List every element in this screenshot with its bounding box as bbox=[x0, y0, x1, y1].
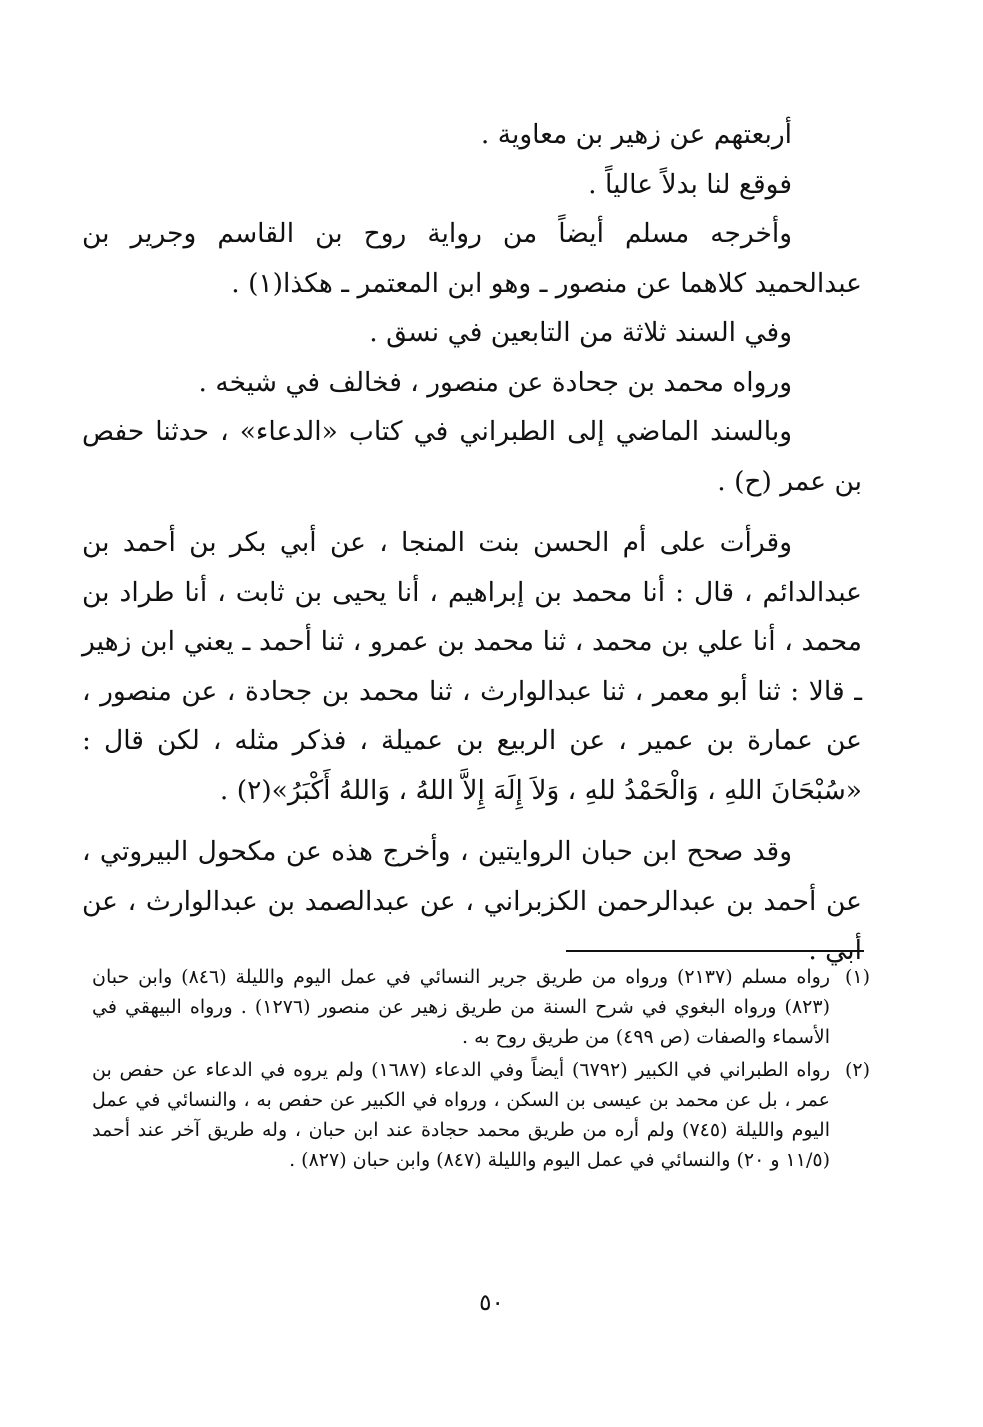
footnotes bbox=[92, 960, 870, 1175]
paragraph-7: وقرأت على أم الحسن بنت المنجا ، عن أبي بكر بن أحمد بن عبدالدائم ، قال : أنا محمد بن إبراهيم ، أنا يحيى بن ثابت ، أنا طراد بن محمد ، أنا علي بن محمد ، ثنا محمد بن عمرو ، ثنا أحمد ـ يعني ابن زهير ـ قالا : ثنا أبو معمر ، ثنا عبدالوارث ، ثنا محمد بن جحادة ، عن منصور ، عن عمارة بن عمير ، عن الربيع بن عميلة ، فذكر مثله ، لكن قال : «سُبْحَانَ اللهِ ، وَالْحَمْدُ للهِ ، وَلاَ إِلَهَ إِلاَّ اللهُ ، وَاللهُ أَكْبَرُ»(٢) . bbox=[82, 527, 862, 806]
paragraph-6: وبالسند الماضي إلى الطبراني في كتاب «الدعاء» ، حدثنا حفص بن عمر (ح) . bbox=[82, 416, 862, 497]
paragraph-4: وفي السند ثلاثة من التابعين في نسق . bbox=[369, 317, 792, 348]
footnote-number: (١) bbox=[844, 966, 870, 988]
paragraph-3: وأخرجه مسلم أيضاً من رواية روح بن القاسم وجرير بن عبدالحميد كلاهما عن منصور ـ وهو ابن المعتمر ـ هكذا(١) . bbox=[82, 218, 862, 299]
paragraph-1: أربعتهم عن زهير بن معاوية . bbox=[480, 119, 792, 150]
paragraph-5: ورواه محمد بن جحادة عن منصور ، فخالف في شيخه . bbox=[198, 366, 792, 398]
paragraph-8: وقد صحح ابن حبان الروايتين ، وأخرج هذه عن مكحول البيروتي ، عن أحمد بن عبدالرحمن الكزبراني ، عن عبدالصمد بن عبدالوارث ، عن أبي . bbox=[82, 836, 862, 966]
footnote-2 bbox=[92, 1055, 870, 1176]
footnote-text: رواه مسلم (٢١٣٧) ورواه من طريق جرير النسائي في عمل اليوم والليلة (٨٤٦) وابن حبان (٨٢٣) ورواه البغوي في شرح السنة من طريق زهير عن منصور (١٢٧٦) . ورواه البيهقي في الأسماء والصفات (ص ٤٩٩) من طريق روح به . bbox=[92, 966, 831, 1049]
page-number: ٥٠ bbox=[479, 1290, 504, 1316]
main-text bbox=[82, 110, 862, 976]
footnote-text: رواه الطبراني في الكبير (٦٧٩٢) أيضاً وفي الدعاء (١٦٨٧) ولم يروه في الدعاء عن حفص بن عمر ، بل عن محمد بن عيسى بن السكن ، ورواه في الكبير عن حفص به ، والنسائي في عمل اليوم والليلة (٧٤٥) ولم أره من طريق محمد حجادة عند ابن حبان ، وله طريق آخر عند أحمد (١١/٥ و ٢٠) والنسائي في عمل اليوم والليلة (٨٤٧) وابن حبان (٨٢٧) . bbox=[92, 1058, 831, 1172]
footnote-divider bbox=[566, 950, 864, 952]
footnote-1 bbox=[92, 962, 870, 1053]
paragraph-2: فوقع لنا بدلاً عالياً . bbox=[588, 168, 792, 200]
footnote-number: (٢) bbox=[844, 1058, 870, 1081]
